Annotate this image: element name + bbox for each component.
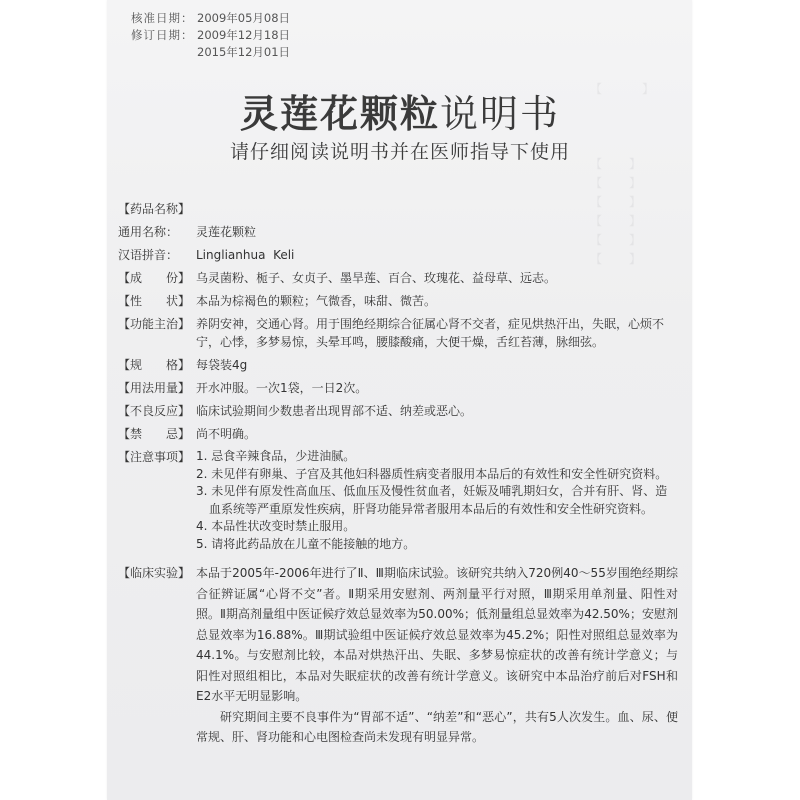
title-drug-name: 灵莲花颗粒 (239, 92, 440, 136)
date-row-approved (131, 10, 290, 27)
section-label: 【规 格】 (118, 358, 191, 372)
show-through-text: 【 】 (590, 82, 656, 96)
date-label: 修订日期： (131, 28, 194, 42)
section-contraindications (118, 425, 678, 443)
clinical-paragraph: 研究期间主要不良事件为“胃部不适”、“纳差”和“恶心”，共有5人次发生。血、尿、便常规、肝、肾功能和心电图检查尚未发现有明显异常。 (196, 709, 678, 744)
section-label: 【注意事项】 (118, 450, 191, 464)
section-label: 【不良反应】 (118, 404, 191, 418)
section-indications (118, 315, 678, 351)
date-row-revised-2 (131, 44, 290, 61)
generic-name-value: 灵莲花颗粒 (196, 225, 257, 239)
precaution-item: 1. 忌食辛辣食品，少进油腻。 (196, 449, 356, 463)
section-text: 每袋装4g (196, 358, 248, 372)
precaution-item: 2. 未见伴有卵巢、子宫及其他妇科器质性病变者服用本品后的有效性和安全性研究资料。 (196, 466, 668, 481)
section-label: 【性 状】 (118, 294, 191, 308)
generic-name-label: 通用名称： (118, 225, 179, 239)
generic-name-row (118, 223, 678, 241)
section-text: 养阴安神，交通心肾。用于围绝经期综合征属心肾不交者，症见烘热汗出，失眠，心烦不宁，心悸，多梦易惊，头晕耳鸣，腰膝酸痛，大便干燥，舌红苔薄，脉细弦。 (196, 317, 665, 349)
pinyin-label: 汉语拼音： (118, 248, 179, 262)
show-through-text: 【 】 (590, 233, 643, 247)
section-drug-name-heading: 【药品名称】 (118, 202, 191, 216)
section-appearance (118, 292, 678, 310)
date-value: 2015年12月01日 (197, 45, 291, 59)
title-suffix: 说明书 (440, 92, 561, 136)
document-subtitle: 请仔细阅读说明书并在医师指导下使用 (229, 141, 570, 163)
section-label: 【功能主治】 (118, 317, 191, 331)
section-precautions (118, 448, 678, 553)
section-text: 临床试验期间少数患者出现胃部不适、纳差或恶心。 (196, 404, 473, 418)
pinyin-value: Linglianhua Keli (196, 248, 295, 262)
clinical-text (196, 563, 678, 748)
precaution-item: 4. 本品性状改变时禁止服用。 (196, 519, 356, 533)
section-text: 乌灵菌粉、栀子、女贞子、墨旱莲、百合、玫瑰花、益母草、远志。 (196, 271, 557, 285)
pinyin-row (118, 246, 678, 264)
precautions-list (196, 448, 678, 553)
section-label: 【用法用量】 (118, 381, 191, 395)
document-title (0, 92, 800, 136)
precaution-item: 3. 未见伴有原发性高血压、低血压及慢性贫血者，妊娠及哺乳期妇女，合并有肝、肾、造血系统等严重原发性疾病，肝肾功能异常者服用本品后的有效性和安全性研究资料。 (196, 484, 668, 516)
section-label: 【禁 忌】 (118, 427, 191, 441)
section-label: 【成 份】 (118, 271, 191, 285)
section-ingredients (118, 269, 678, 287)
date-value: 2009年05月08日 (197, 11, 291, 25)
date-row-revised (131, 27, 290, 44)
section-adverse-reactions (118, 402, 678, 420)
section-clinical-trials (118, 563, 678, 748)
section-label: 【临床实验】 (118, 566, 191, 580)
show-through-text: 【 】 (590, 195, 643, 209)
show-through-text: 【 】 (590, 176, 643, 190)
clinical-paragraph: 本品于2005年-2006年进行了Ⅱ、Ⅲ期临床试验。该研究共纳入720例40～55岁围绝经期综合征辨证属“心肾不交”者。Ⅱ期采用安慰剂、两剂量平行对照，Ⅲ期采用单剂量、阳性对照。Ⅱ期高剂量组中医证候疗效总显效率为50.00%；低剂量组总显效率为42.50%；安慰剂总显效率为16.88%。Ⅲ期试验组中医证候疗效总显效率为45.2%；阳性对照组总显效率为44.1%。与安慰剂比较，本品对烘热汗出、失眠、多梦易惊症状的改善有统计学意义；与阳性对照组相比，本品对失眠症状的改善有统计学意义。该研究中本品治疗前后对FSH和E2水平无明显影响。 (196, 566, 678, 703)
leaflet-body (118, 200, 678, 753)
section-dosage (118, 379, 678, 397)
section-specification (118, 356, 678, 374)
show-through-text: 【 】 (590, 157, 643, 171)
date-label: 核准日期： (131, 11, 194, 25)
date-value: 2009年12月18日 (197, 28, 291, 42)
section-text: 开水冲服。一次1袋，一日2次。 (196, 381, 368, 395)
section-text: 本品为棕褐色的颗粒；气微香，味甜、微苦。 (196, 294, 437, 308)
show-through-text: 【 】 (590, 252, 643, 266)
section-text: 尚不明确。 (196, 427, 257, 441)
precaution-item: 5. 请将此药品放在儿童不能接触的地方。 (196, 536, 416, 551)
show-through-text: 【 】 (590, 214, 643, 228)
date-label (131, 44, 197, 61)
approval-dates (131, 10, 290, 61)
